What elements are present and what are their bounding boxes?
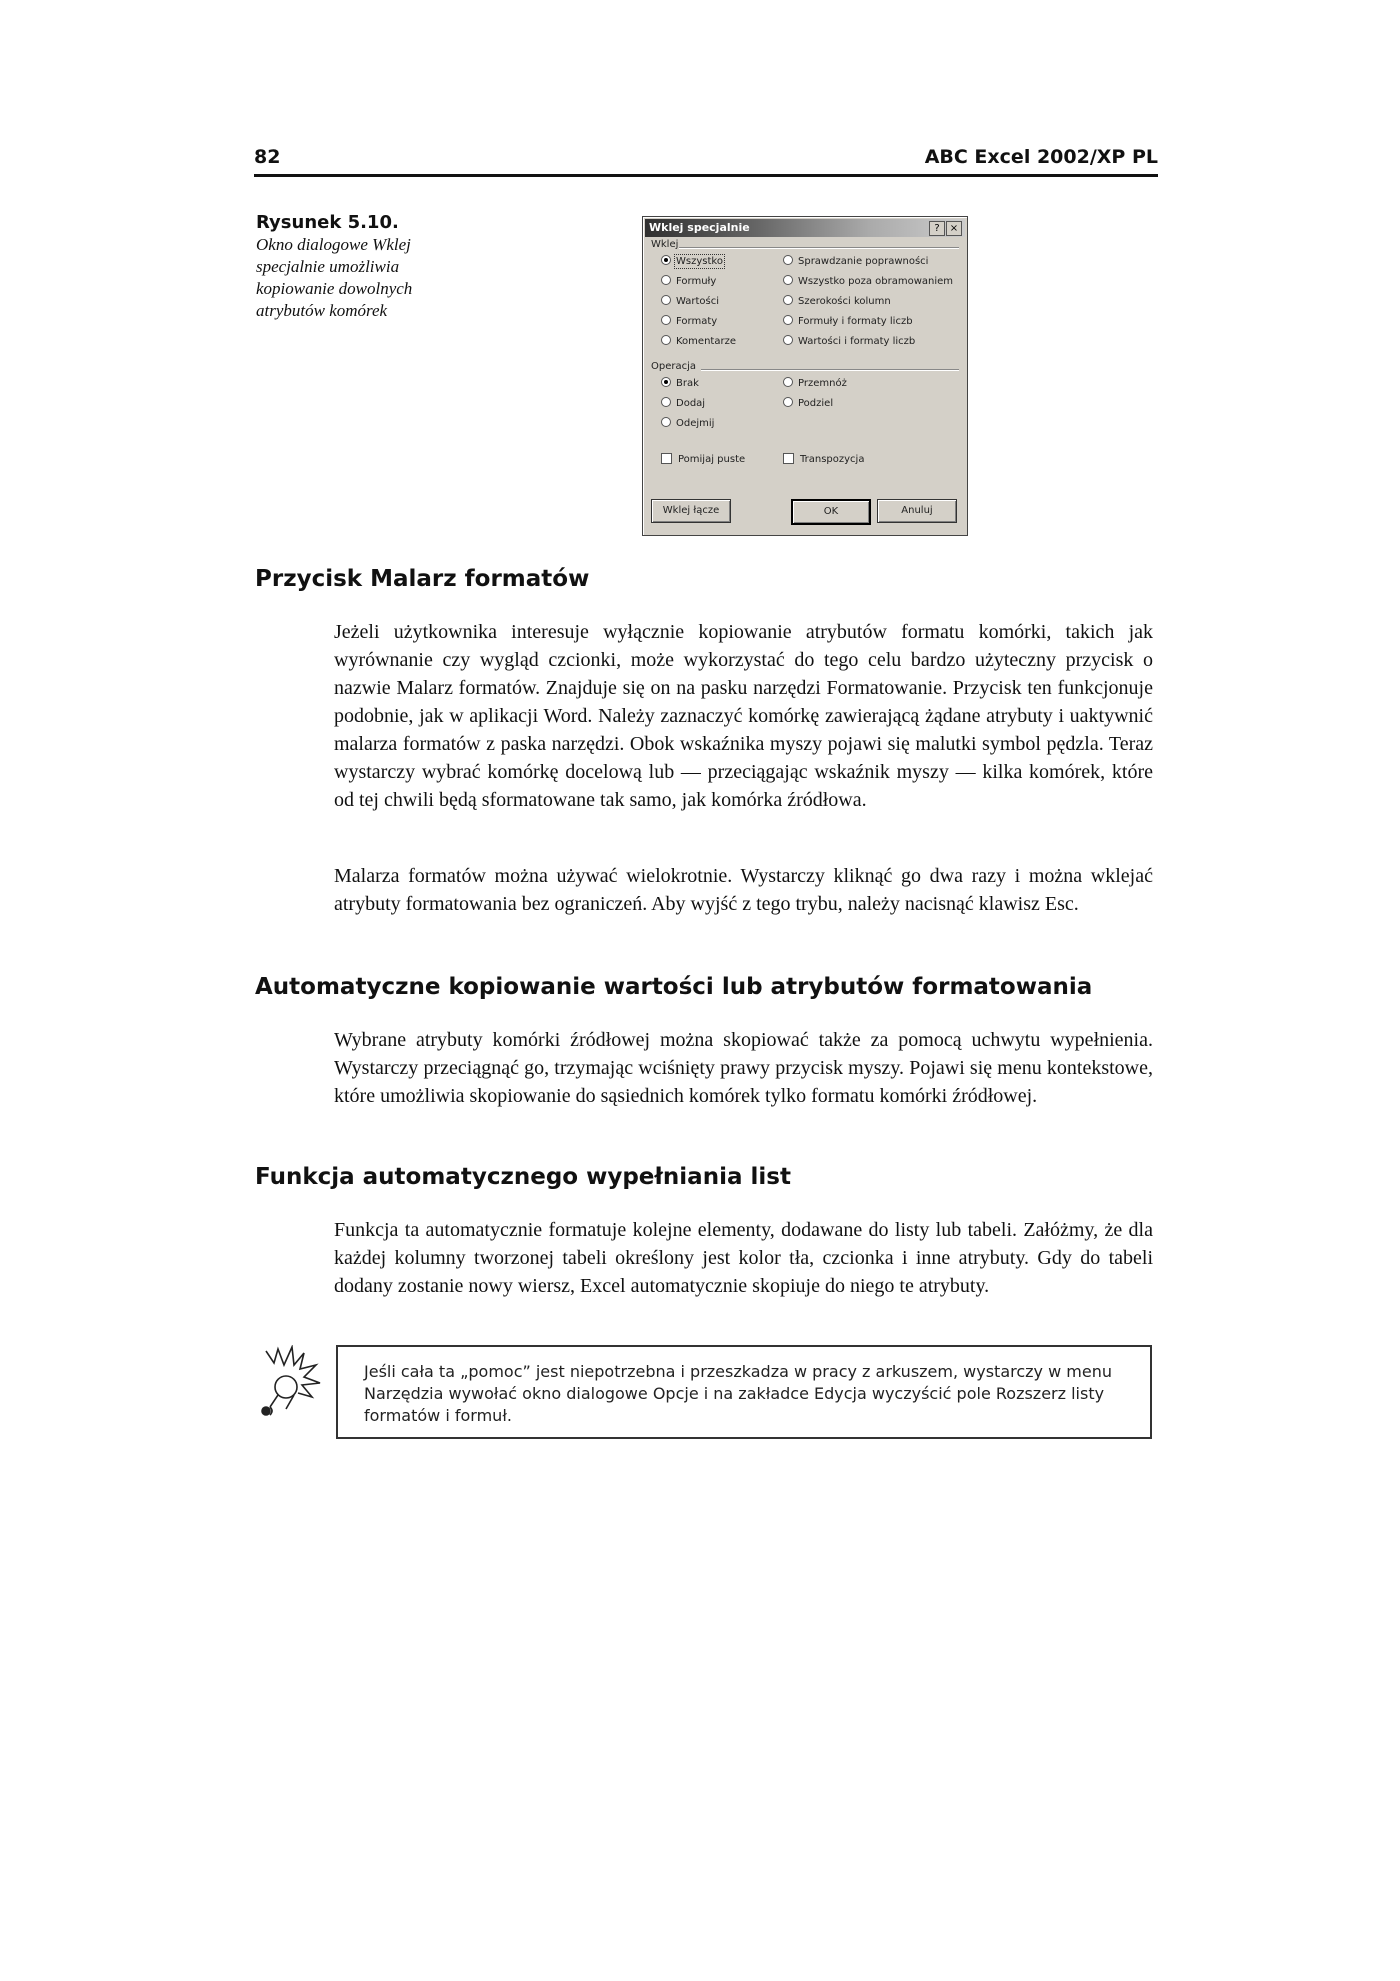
paste-option-values-number-formats[interactable]: Wartości i formaty liczb	[783, 335, 915, 349]
paste-group-divider	[679, 247, 959, 249]
body-paragraph: Wybrane atrybuty komórki źródłowej można skopiować także za pomocą uchwytu wypełnienia. Wystarczy przeciągnąć go, trzymając wciśnięty prawy przycisk myszy. Pojawi się menu kontekstowe, które umożliwia skopiowanie do sąsiednich komórek tylko formatu komórki źródłowej.	[334, 1029, 1153, 1107]
paste-option-formulas[interactable]: Formuły	[661, 275, 716, 289]
transpose-checkbox[interactable]: Transpozycja	[783, 453, 864, 467]
skip-blanks-checkbox[interactable]: Pomijaj puste	[661, 453, 745, 467]
section-heading: Funkcja automatycznego wypełniania list	[255, 1164, 791, 1190]
lightbulb-icon	[252, 1345, 328, 1425]
paste-option-all-except-borders[interactable]: Wszystko poza obramowaniem	[783, 275, 953, 289]
figure-caption-text: Okno dialogowe Wklej specjalnie umożliwia kopiowanie dowolnych atrybutów komórek	[256, 235, 413, 320]
operation-group-divider	[701, 369, 959, 371]
book-title: ABC Excel 2002/XP PL	[924, 146, 1158, 168]
operation-option-multiply[interactable]: Przemnóż	[783, 377, 847, 391]
radio-icon	[661, 335, 671, 345]
help-button[interactable]: ?	[929, 221, 945, 236]
dialog-titlebar	[645, 219, 965, 237]
paste-option-comments[interactable]: Komentarze	[661, 335, 736, 349]
paste-option-all[interactable]: Wszystko	[661, 255, 723, 269]
running-header	[254, 146, 1158, 177]
section-heading: Przycisk Malarz formatów	[255, 566, 590, 592]
operation-group-label: Operacja	[651, 361, 697, 372]
radio-icon	[783, 295, 793, 305]
checkbox-icon	[661, 453, 672, 464]
operation-option-divide[interactable]: Podziel	[783, 397, 833, 411]
figure-label: Rysunek 5.10.	[256, 212, 399, 233]
ok-button[interactable]: OK	[791, 499, 871, 525]
paste-option-formats[interactable]: Formaty	[661, 315, 717, 329]
radio-icon	[783, 397, 793, 407]
paste-option-column-widths[interactable]: Szerokości kolumn	[783, 295, 891, 309]
radio-icon	[783, 315, 793, 325]
body-paragraph: Funkcja ta automatycznie formatuje kolejne elementy, dodawane do listy lub tabeli. Załóżmy, że dla każdej kolumny tworzonej tabeli określony jest kolor tła, czcionka i inne atrybuty. Gdy do tabeli dodany zostanie nowy wiersz, Excel automatycznie skopiuje do niego te atrybuty.	[334, 1219, 1153, 1297]
radio-icon	[783, 335, 793, 345]
radio-icon	[661, 315, 671, 325]
paste-group-label: Wklej	[651, 239, 679, 250]
operation-option-subtract[interactable]: Odejmij	[661, 417, 714, 431]
page-number: 82	[254, 146, 281, 168]
section-heading: Automatyczne kopiowanie wartości lub atrybutów formatowania	[255, 974, 1093, 1000]
radio-selected-icon	[661, 255, 671, 265]
close-button[interactable]: ×	[946, 221, 962, 236]
paste-special-dialog	[642, 216, 968, 536]
radio-selected-icon	[661, 377, 671, 387]
tip-text: Jeśli cała ta „pomoc” jest niepotrzebna i przeszkadza w pracy z arkuszem, wystarczy w menu Narzędzia wywołać okno dialogowe Opcje i na zakładce Edycja wyczyścić pole Rozszerz listy formatów i formuł.	[364, 1362, 1112, 1425]
body-paragraph: Jeżeli użytkownika interesuje wyłącznie kopiowanie atrybutów formatu komórki, takich jak wyrównanie czy wygląd czcionki, może wykorzystać do tego celu bardzo użyteczny przycisk o nazwie Malarz formatów. Znajduje się on na pasku narzędzi Formatowanie. Przycisk ten funkcjonuje podobnie, jak w aplikacji Word. Należy zaznaczyć komórkę zawierającą żądane atrybuty i uaktywnić malarza formatów z paska narzędzi. Obok wskaźnika myszy pojawi się malutki symbol pędzla. Teraz wystarczy wybrać komórkę docelową lub — przeciągając wskaźnik myszy — kilka komórek, które od tej chwili będą sformatowane tak samo, jak komórka źródłowa.	[334, 621, 1153, 811]
paste-option-formulas-number-formats[interactable]: Formuły i formaty liczb	[783, 315, 913, 329]
radio-icon	[783, 377, 793, 387]
checkbox-icon	[783, 453, 794, 464]
figure-caption	[256, 212, 466, 322]
paste-option-validation[interactable]: Sprawdzanie poprawności	[783, 255, 928, 269]
operation-option-none[interactable]: Brak	[661, 377, 699, 391]
tip-box	[336, 1345, 1152, 1439]
dialog-title: Wklej specjalnie	[649, 221, 750, 234]
radio-icon	[783, 255, 793, 265]
radio-icon	[661, 275, 671, 285]
cancel-button[interactable]: Anuluj	[877, 499, 957, 523]
paste-option-values[interactable]: Wartości	[661, 295, 719, 309]
radio-icon	[661, 397, 671, 407]
radio-icon	[783, 275, 793, 285]
paste-link-button[interactable]: Wklej łącze	[651, 499, 731, 523]
radio-icon	[661, 295, 671, 305]
operation-option-add[interactable]: Dodaj	[661, 397, 705, 411]
body-paragraph: Malarza formatów można używać wielokrotnie. Wystarczy kliknąć go dwa razy i można wklejać atrybuty formatowania bez ograniczeń. Aby wyjść z tego trybu, należy nacisnąć klawisz Esc.	[334, 865, 1153, 915]
radio-icon	[661, 417, 671, 427]
